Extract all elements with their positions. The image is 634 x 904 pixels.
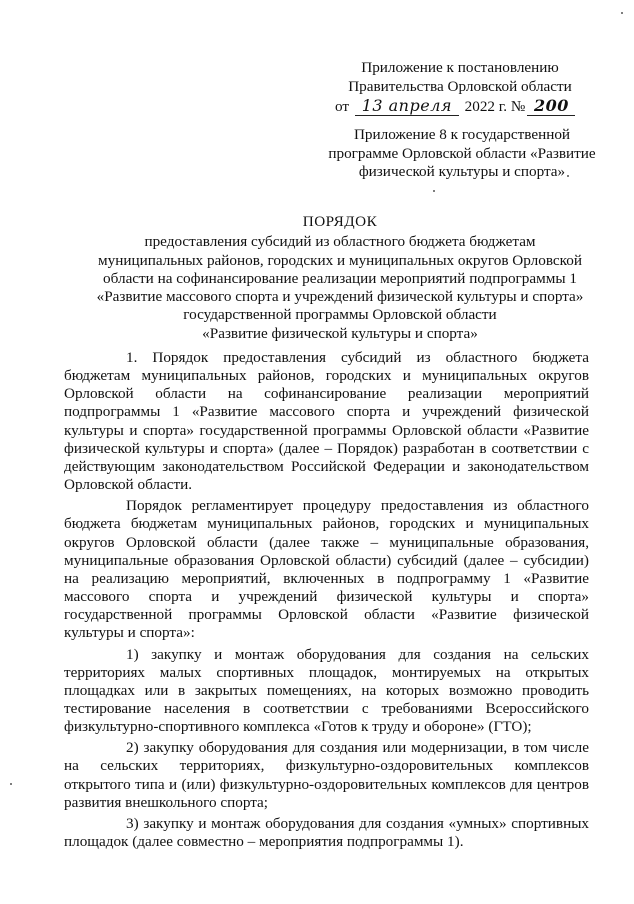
approval-stamp-block — [330, 58, 590, 116]
list-item-2: 2) закупку оборудования для создания или модернизации, в том числе на сельских территориях, физкультурно-оздоровительных комплексов открытого типа и (или) физкультурно-оздоровительных комплексов для центров развития внешкольного спорта; — [64, 739, 589, 811]
document-body — [64, 349, 589, 854]
scan-speck — [621, 12, 623, 14]
date-prefix: от — [335, 98, 350, 115]
approval-year: 2022 г. № — [464, 98, 526, 115]
appendix-line-1: Приложение 8 к государственной — [353, 126, 571, 143]
title-line-3: области на софинансирование реализации мероприятий подпрограммы 1 — [103, 269, 577, 287]
appendix-header — [318, 126, 606, 182]
appendix-line-3: физической культуры и спорта» — [358, 163, 566, 180]
title-line-4: «Развитие массового спорта и учреждений физической культуры и спорта» — [96, 288, 584, 306]
title-line-2: муниципальных районов, городских и муниципальных округов Орловской — [98, 251, 582, 269]
handwritten-date: 13 апреля — [355, 96, 459, 116]
title-line-5: государственной программы Орловской области — [183, 306, 497, 324]
list-item-1: 1) закупку и монтаж оборудования для создания на сельских территориях малых спортивных площадок, монтируемых на открытых площадках или в закрытых помещениях, на которых возможно проводить тестирование населения в соответствии с требованиями Всероссийского физкультурно-спортивного комплекса «Готов к труду и обороне» (ГТО); — [64, 645, 589, 736]
document-title: ПОРЯДОК — [302, 213, 378, 230]
approval-date-line — [330, 96, 590, 116]
handwritten-number: 200 — [527, 96, 575, 116]
appendix-line-2: программе Орловской области «Развитие — [328, 144, 596, 162]
approval-line-2: Правительства Орловской области — [348, 78, 572, 95]
document-title-block — [70, 213, 610, 343]
approval-line-1: Приложение к постановлению — [361, 59, 559, 76]
scan-speck — [567, 175, 569, 177]
paragraph-2: Порядок регламентирует процедуру предоставления из областного бюджета бюджетам муниципальных районов, городских и муниципальных округов Орловской области (далее также – муниципальные образования, муниципальные образования Орловской области) субсидий (далее – субсидии) на реализацию мероприятий, включенных в подпрограмму 1 «Развитие массового спорта и учреждений физической культуры и спорта» государственной программы Орловской области «Развитие физической культуры и спорта»: — [64, 497, 589, 642]
scan-speck — [433, 190, 435, 192]
list-item-3: 3) закупку и монтаж оборудования для создания «умных» спортивных площадок (далее совместно – мероприятия подпрограммы 1). — [64, 814, 589, 851]
scan-speck — [10, 783, 12, 785]
paragraph-1: 1. Порядок предоставления субсидий из областного бюджета бюджетам муниципальных районов, городских и муниципальных округов Орловской области на софинансирование реализации мероприятий подпрограммы 1 «Развитие массового спорта и учреждений физической культуры и спорта» государственной программы Орловской области «Развитие физической культуры и спорта» (далее – Порядок) разработан в соответствии с действующим законодательством Российской Федерации и законодательством Орловской области. — [64, 349, 589, 494]
title-line-1: предоставления субсидий из областного бюджета бюджетам — [144, 233, 536, 251]
title-line-6: «Развитие физической культуры и спорта» — [202, 324, 478, 342]
